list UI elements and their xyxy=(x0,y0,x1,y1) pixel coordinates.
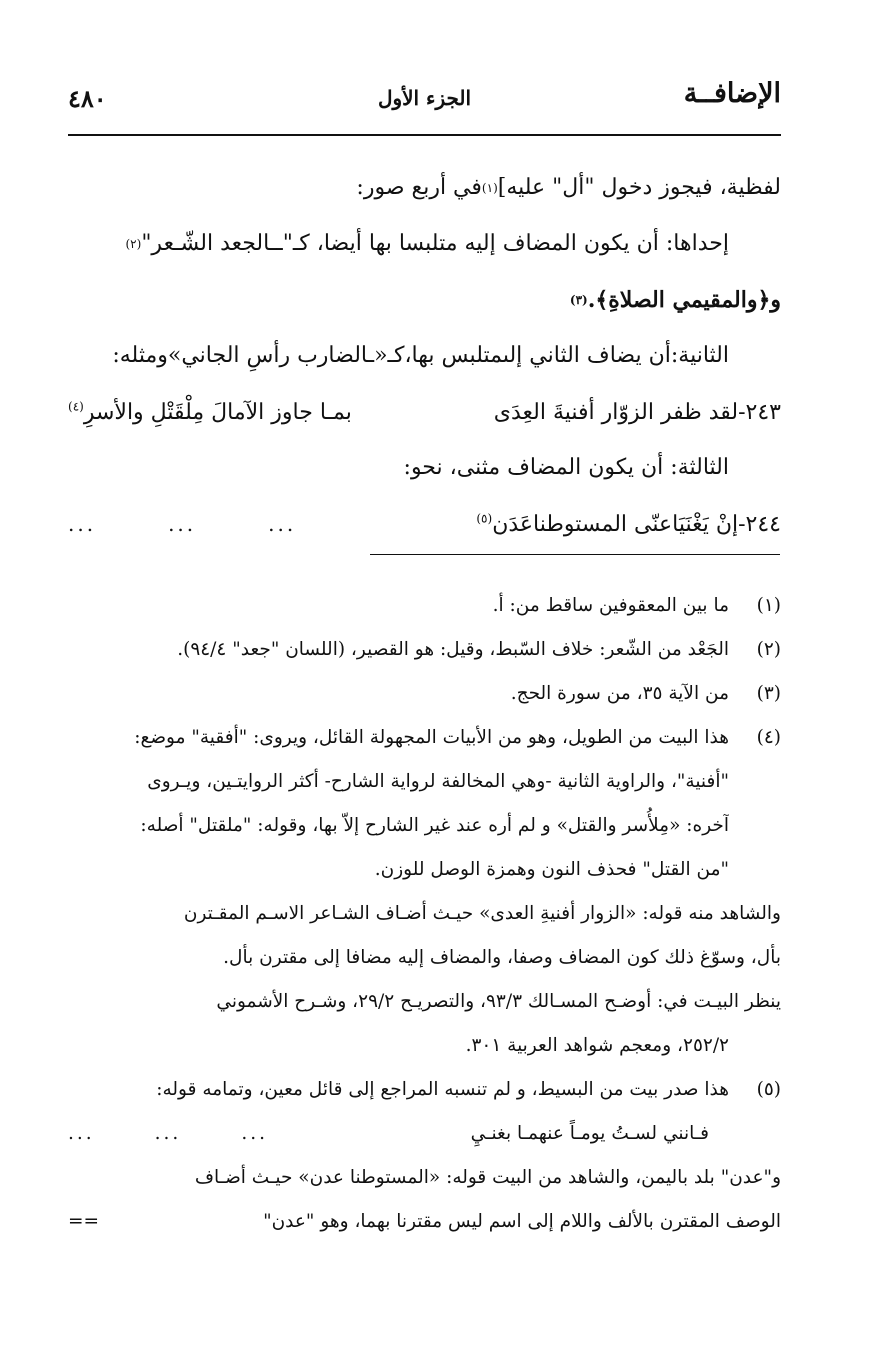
chapter-title: الإضافــة xyxy=(683,78,781,109)
footnote-ref: (٥) xyxy=(476,511,493,526)
footnote-line: و"عدن" بلد باليمن، والشاهد من البيت قوله: «المستوطنا عدن» حيـث أضـاف xyxy=(194,1167,781,1188)
verse-hemistich-1 xyxy=(476,512,781,537)
footnote-verse-ellipsis xyxy=(68,1112,268,1156)
footnote-number: (٣) xyxy=(756,683,781,704)
part-label: الجزء الأول xyxy=(377,86,472,110)
footnote-line: ينظر البيـت في: أوضـح المسـالك ٩٣/٣، والتصريـح ٢٩/٢، وشـرح الأشموني xyxy=(216,991,781,1012)
text-line: و﴿والمقيمي الصلاةِ﴾. (٣) xyxy=(569,287,781,313)
text-line: إحداها: أن يكون المضاف إليه متلبسا بها أيضا، كـ"ــالجعد الشّـعر" (٢) xyxy=(125,231,729,256)
footnote-line: ٢٥٢/٢، ومعجم شواهد العربية ٣٠١. xyxy=(465,1035,729,1056)
verse-244 xyxy=(68,496,781,552)
footnote-line: ما بين المعقوفين ساقط من: أ. xyxy=(492,595,729,616)
ellipsis: ... xyxy=(68,1123,95,1144)
footnote-verse: فـانني لسـتُ يومـاً عنهمـا بغنـيِ xyxy=(470,1123,709,1144)
text-span: الثانية:أن يضاف الثاني إلىمتلبس بها،كـ«ـالضارب رأسِ الجاني»ومثله: xyxy=(112,343,729,368)
footnote-ref: (٤) xyxy=(68,399,84,414)
footnote-line-text: الوصف المقترن بالألف واللام إلى اسم ليس مقترنا بهما، وهو "عدن" xyxy=(263,1211,781,1232)
footnote-number: (١) xyxy=(756,595,781,616)
footnote-line: هذا البيت من الطويل، وهو من الأبيات المجهولة القائل، ويروى: "أفقية" موضع: xyxy=(134,727,729,748)
footnote-3 xyxy=(68,672,781,716)
ellipsis: ... xyxy=(68,512,97,536)
verse-hemistich-2 xyxy=(68,400,352,425)
footnote-divider xyxy=(370,554,780,555)
header-divider xyxy=(68,134,781,136)
continuation-mark: == xyxy=(68,1211,100,1232)
running-header xyxy=(68,78,781,118)
text-line xyxy=(68,440,781,496)
footnote-4-continued xyxy=(68,892,781,1068)
footnote-line: آخره: «مِلأُسر والقتل» و لم أره عند غير الشارح إلاّ بها، وقوله: "ملقتل" أصله: xyxy=(140,815,729,836)
footnote-line: من الآية ٣٥، من سورة الحج. xyxy=(510,683,729,704)
footnote-4 xyxy=(68,716,781,892)
text-line: لفظية، فيجوز دخول "أل" عليه] (١) في أربع صور: xyxy=(356,175,781,200)
footnote-number: (٤) xyxy=(756,727,781,748)
footnote-line: الجَعْد من الشّعر: خلاف السّبط، وقيل: هو القصير، (اللسان "جعد" ٩٤/٤). xyxy=(177,639,729,660)
footnote-1 xyxy=(68,584,781,628)
verse-ellipsis xyxy=(68,512,296,536)
footnote-verse-line xyxy=(68,1112,781,1156)
footnote-5 xyxy=(68,1068,781,1112)
footnote-line: بأل، وسوّغ ذلك كون المضاف وصفا، والمضاف إليه مضافا إلى مقترن بأل. xyxy=(223,947,781,968)
text-span: في أربع صور: xyxy=(356,175,482,200)
verse-hemistich-1: ٢٤٣-لقد ظفر الزوّار أفنيةَ العِدَى xyxy=(493,399,781,425)
footnote-number: (٢) xyxy=(756,639,781,660)
ellipsis: ... xyxy=(241,1123,268,1144)
footnote-line-final xyxy=(68,1200,781,1244)
footnotes xyxy=(68,584,781,1244)
ellipsis: ... xyxy=(268,512,297,536)
footnote-line: والشاهد منه قوله: «الزوار أفنيةِ العدى» حيـث أضـاف الشـاعر الاسـم المقـترن xyxy=(183,903,781,924)
footnote-line: "من القتل" فحذف النون وهمزة الوصل للوزن. xyxy=(374,859,729,880)
footnote-line: "أفنية"، والراوية الثانية -وهي المخالفة لرواية الشارح- أكثر الروايتـين، ويـروى xyxy=(147,771,729,792)
main-text xyxy=(68,160,781,552)
text-span: لفظية، فيجوز دخول "أل" عليه] xyxy=(497,175,781,200)
footnote-5-verse xyxy=(68,1112,781,1244)
footnote-2 xyxy=(68,628,781,672)
page-number: ٤٨٠ xyxy=(68,84,107,113)
text-span: إحداها: أن يكون المضاف إليه متلبسا بها أيضا، كـ"ــالجعد الشّـعر" xyxy=(141,231,729,256)
footnote-line: هذا صدر بيت من البسيط، و لم تنسبه المراجع إلى قائل معين، وتمامه قوله: xyxy=(156,1079,729,1100)
ellipsis: ... xyxy=(154,1123,182,1144)
verse-text: ٢٤٤-إنْ يَغْنَيَاعنّى المستوطناعَدَن xyxy=(492,511,781,537)
quran-quote: و﴿والمقيمي الصلاةِ﴾. xyxy=(587,287,781,313)
text-line xyxy=(68,328,781,384)
verse-text: بمـا جاوز الآمالَ مِلْقَتْلِ والأسرِ xyxy=(83,399,352,425)
text-span: الثالثة: أن يكون المضاف مثنى، نحو: xyxy=(403,455,729,480)
verse-243 xyxy=(68,384,781,440)
ellipsis: ... xyxy=(168,512,197,536)
footnote-number: (٥) xyxy=(756,1079,781,1100)
